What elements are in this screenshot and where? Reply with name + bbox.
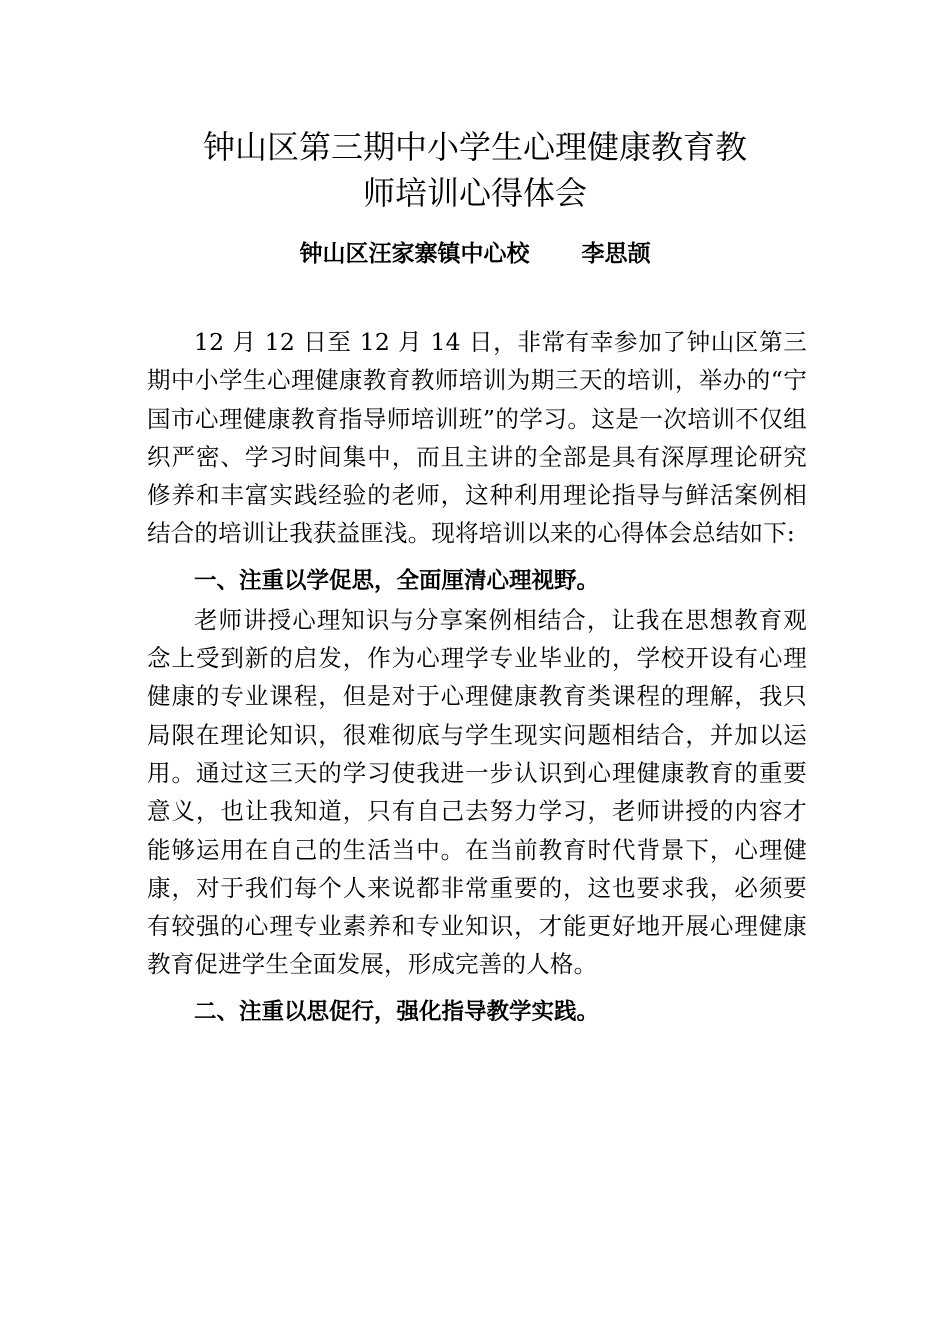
school-name: 钟山区汪家寨镇中心校: [299, 241, 530, 267]
title-line-1: 钟山区第三期中小学生心理健康教育教: [202, 128, 747, 166]
section-1-heading: 一、注重以学促思，全面厘清心理视野。: [194, 567, 600, 594]
author-name: 李思颉: [581, 241, 651, 267]
byline: [150, 238, 800, 270]
body-text: [147, 323, 807, 1032]
section-2-heading: 二、注重以思促行，强化指导教学实践。: [194, 998, 600, 1025]
title-line-2: 师培训心得体会: [362, 174, 587, 212]
document-title: [150, 124, 800, 216]
intro-paragraph: 12 月 12 日至 12 月 14 日，非常有幸参加了钟山区第三期中小学生心理健康教育教师培训为期三天的培训，举办的“宁国市心理健康教育指导师培训班”的学习。这是一次培训不仅组织严密、学习时间集中，而且主讲的全部是具有深厚理论研究修养和丰富实践经验的老师，这种利用理论指导与鲜活案例相结合的培训让我获益匪浅。现将培训以来的心得体会总结如下:: [147, 328, 807, 548]
section-1-paragraph: 老师讲授心理知识与分享案例相结合，让我在思想教育观念上受到新的启发，作为心理学专业毕业的，学校开设有心理健康的专业课程，但是对于心理健康教育类课程的理解，我只局限在理论知识，很难彻底与学生现实问题相结合，并加以运用。通过这三天的学习使我进一步认识到心理健康教育的重要意义，也让我知道，只有自己去努力学习，老师讲授的内容才能够运用在自己的生活当中。在当前教育时代背景下，心理健康，对于我们每个人来说都非常重要的，这也要求我，必须要有较强的心理专业素养和专业知识，才能更好地开展心理健康教育促进学生全面发展，形成完善的人格。: [147, 605, 807, 979]
